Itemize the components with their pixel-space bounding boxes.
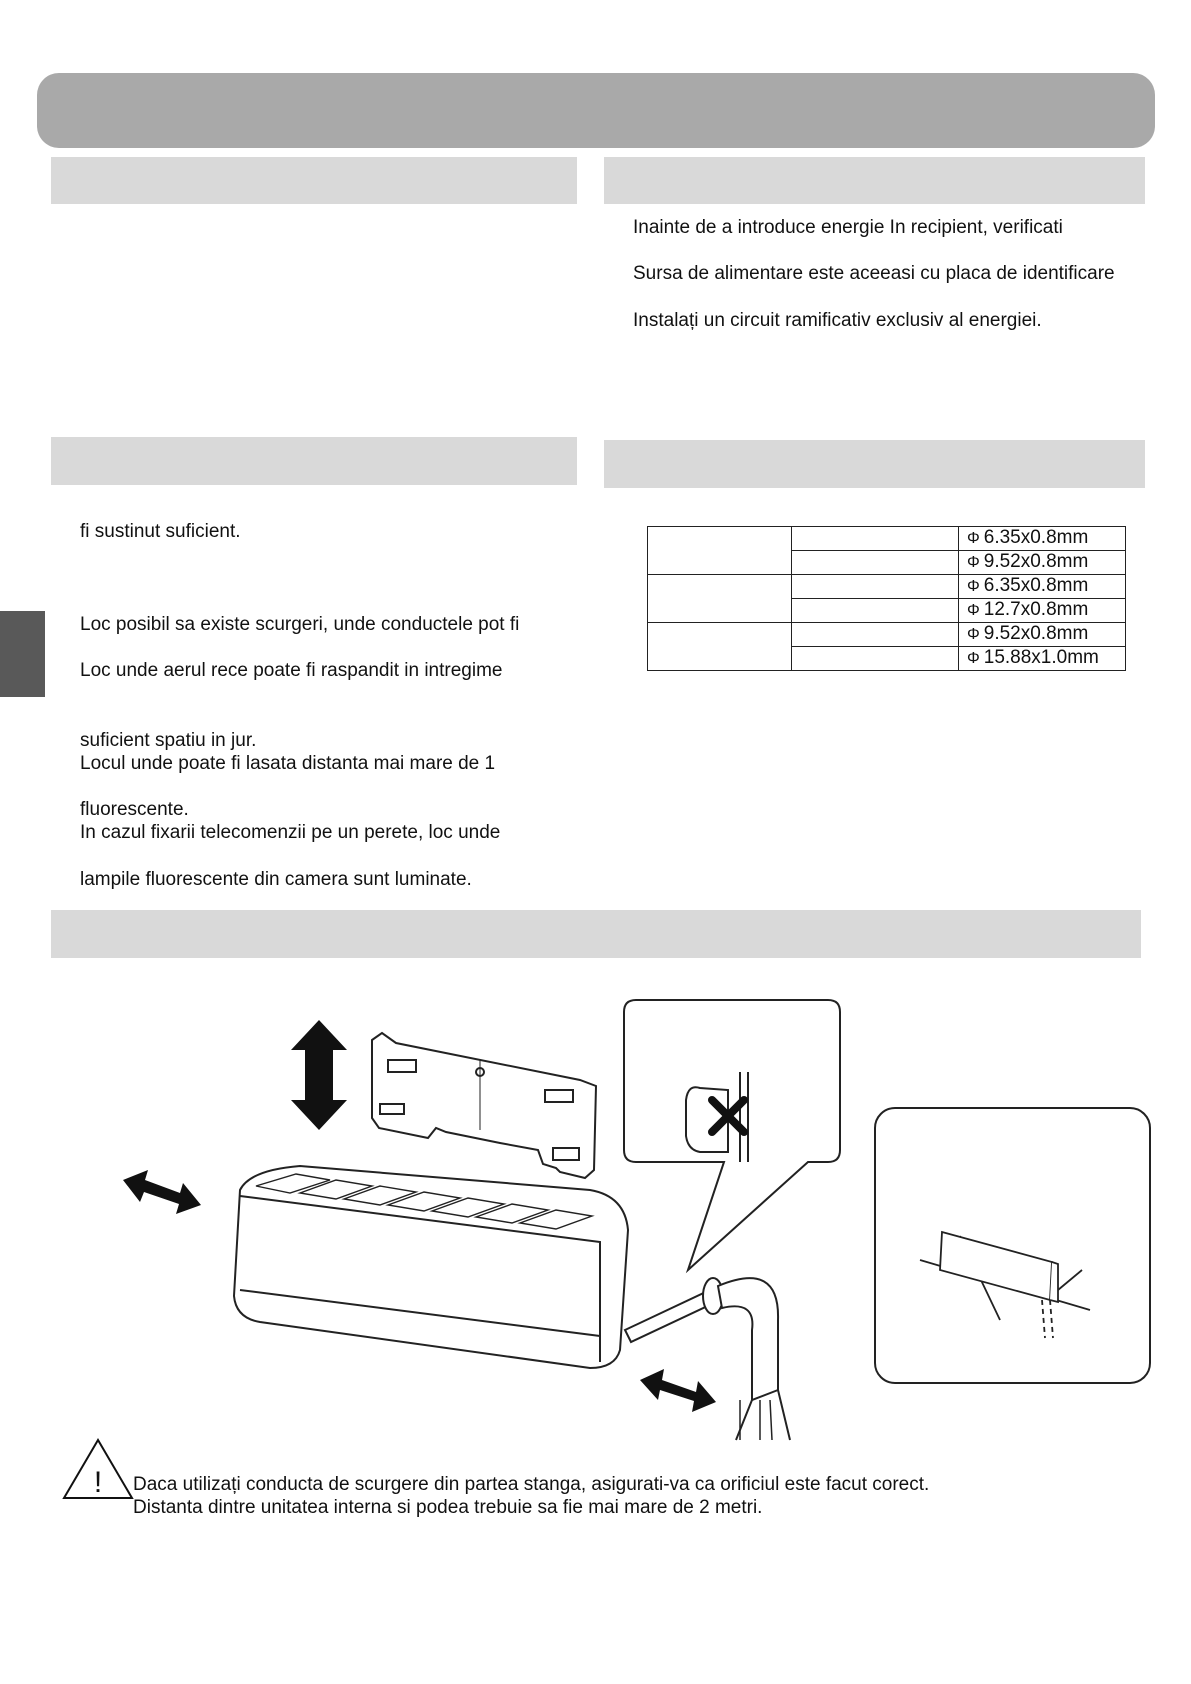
size-value: 9.52x0.8mm: [983, 623, 1089, 644]
table-cell-size: [959, 527, 1126, 551]
phi-symbol: Φ: [967, 578, 980, 595]
table-cell-size: [959, 575, 1126, 599]
phi-symbol: Φ: [967, 530, 980, 547]
size-value: 6.35x0.8mm: [983, 575, 1089, 596]
table-row: [648, 575, 1126, 599]
size-value: 6.35x0.8mm: [983, 527, 1089, 548]
warning-symbol: !: [93, 1466, 103, 1499]
section-header-bottom: [51, 910, 1141, 958]
vertical-arrow-icon: [291, 1020, 347, 1130]
indoor-unit: [234, 1166, 628, 1368]
table-cell-type: [792, 527, 959, 551]
table-cell-group: [648, 527, 792, 575]
power-line: Sursa de alimentare este aceeasi cu placa de identificare: [633, 263, 1115, 284]
bottom-arrow-icon: [640, 1369, 716, 1412]
drain-pipe: [625, 1278, 790, 1440]
table-cell-size: [959, 623, 1126, 647]
table-cell-type: [792, 599, 959, 623]
table-row: [648, 623, 1126, 647]
table-row: [648, 527, 1126, 551]
left-arrow-icon: [123, 1170, 201, 1214]
size-value: 9.52x0.8mm: [983, 551, 1089, 572]
mounting-plate: [372, 1033, 596, 1178]
table-cell-size: [959, 551, 1126, 575]
warning-line: Distanta dintre unitatea interna si podea trebuie sa fie mai mare de 2 metri.: [133, 1497, 763, 1518]
section-header-left-mid: [51, 437, 577, 485]
side-tab-marker: [0, 611, 45, 697]
detail-box: [875, 1108, 1150, 1383]
table-cell-type: [792, 551, 959, 575]
warning-line: Daca utilizați conducta de scurgere din partea stanga, asigurati-va ca orificiul este facut corect.: [133, 1474, 930, 1495]
table-cell-group: [648, 623, 792, 671]
table-cell-type: [792, 575, 959, 599]
location-line: Loc posibil sa existe scurgeri, unde conductele pot fi: [80, 614, 520, 635]
table-cell-size: [959, 599, 1126, 623]
location-line: fluorescente.: [80, 799, 189, 820]
table-cell-type: [792, 623, 959, 647]
table-cell-type: [792, 647, 959, 671]
location-line: In cazul fixarii telecomenzii pe un perete, loc unde: [80, 822, 501, 843]
section-header-left-top: [51, 157, 577, 204]
section-header-right-mid: [604, 440, 1145, 488]
location-line: fi sustinut suficient.: [80, 521, 241, 542]
size-value: 15.88x1.0mm: [983, 647, 1099, 668]
location-line: Loc unde aerul rece poate fi raspandit in intregime: [80, 660, 503, 681]
size-value: 12.7x0.8mm: [983, 599, 1089, 620]
section-header-right-top: [604, 157, 1145, 204]
phi-symbol: Φ: [967, 650, 980, 667]
phi-symbol: Φ: [967, 602, 980, 619]
power-line: Instalați un circuit ramificativ exclusiv al energiei.: [633, 310, 1042, 331]
callout-bubble: [624, 1000, 840, 1270]
phi-symbol: Φ: [967, 626, 980, 643]
phi-symbol: Φ: [967, 554, 980, 571]
table-cell-size: [959, 647, 1126, 671]
pipe-size-table: [647, 526, 1126, 671]
location-line: suficient spatiu in jur.: [80, 730, 257, 751]
table-cell-group: [648, 575, 792, 623]
location-line: lampile fluorescente din camera sunt luminate.: [80, 869, 472, 890]
power-line: Inainte de a introduce energie In recipient, verificati: [633, 217, 1063, 238]
location-line: Locul unde poate fi lasata distanta mai mare de 1: [80, 753, 496, 774]
main-title-bar: [37, 73, 1155, 148]
